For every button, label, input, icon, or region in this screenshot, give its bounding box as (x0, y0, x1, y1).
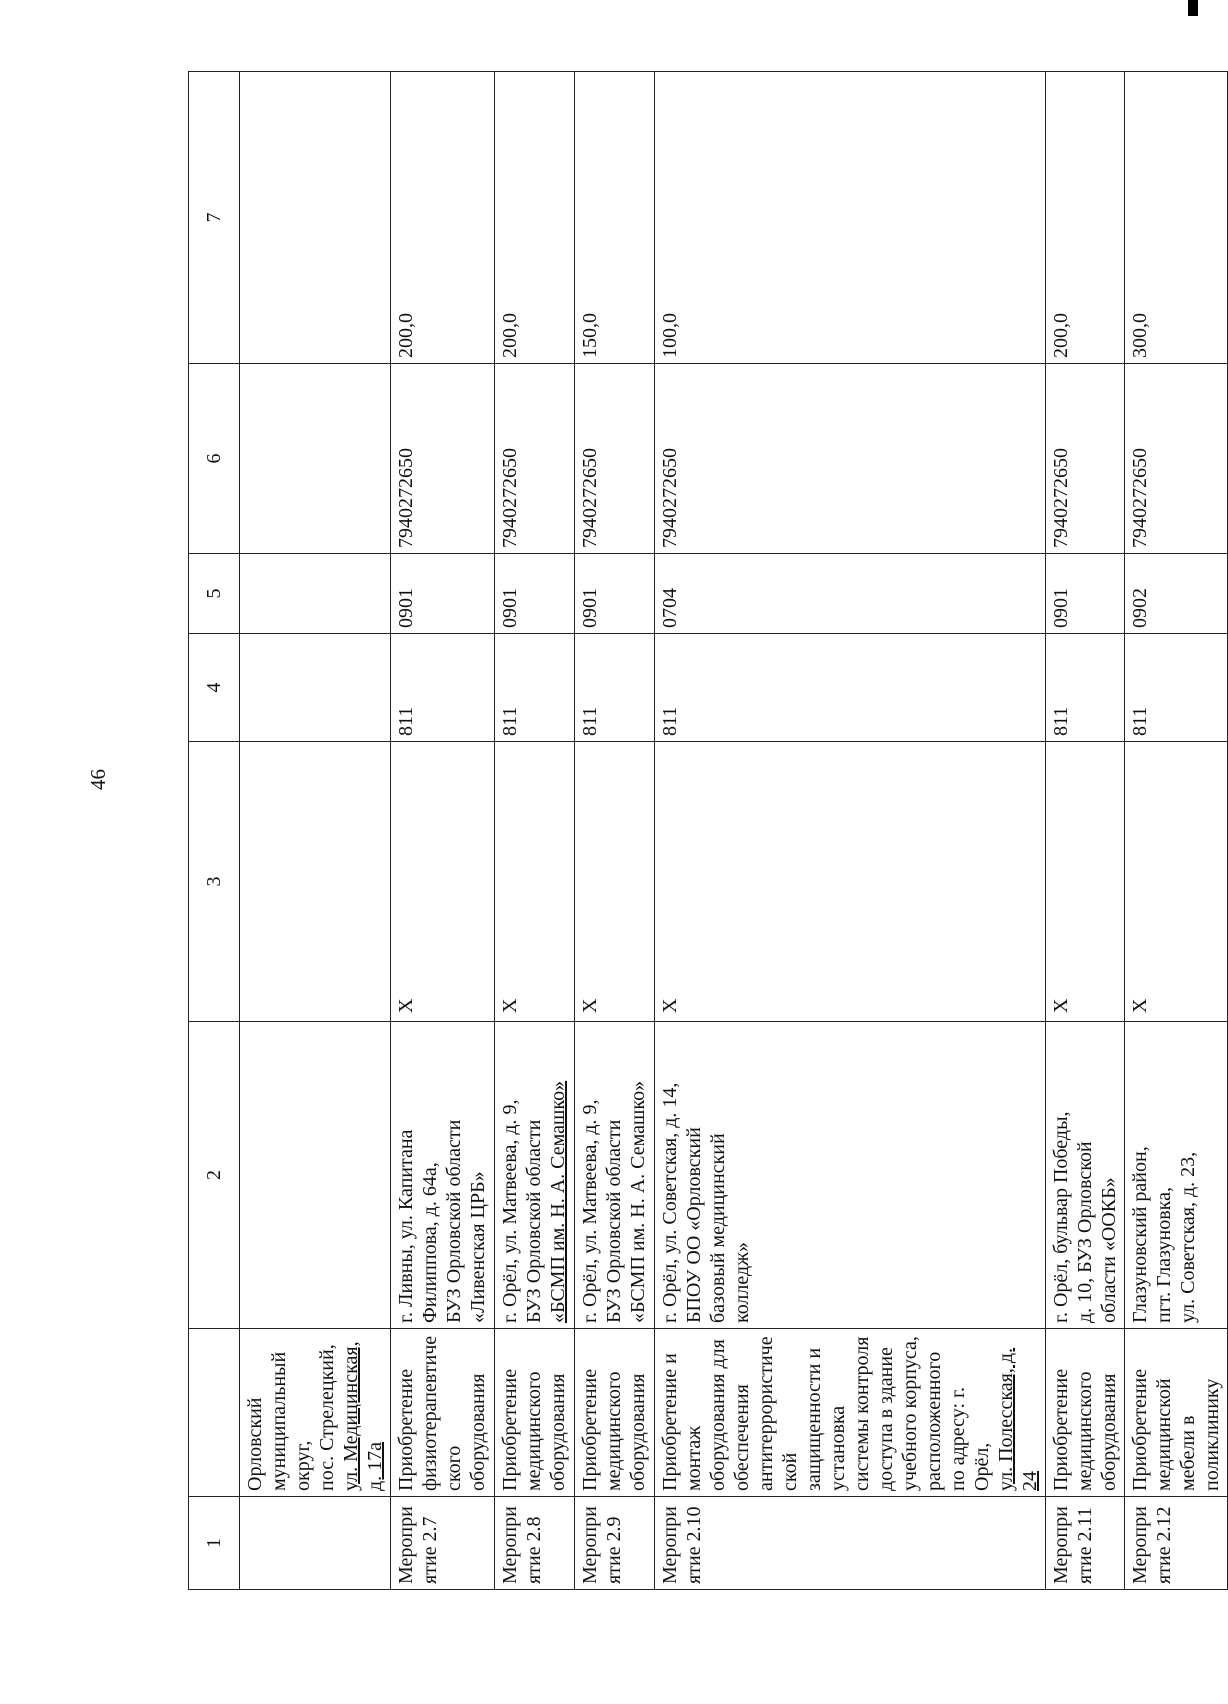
header-col-1: 1 (189, 1497, 240, 1590)
address-line: базовый медицинский (707, 1133, 729, 1323)
address-line: области «ООКБ» (1098, 1177, 1120, 1323)
column-number-row (189, 72, 240, 1590)
table-row (575, 72, 655, 1590)
address-line: БУЗ Орловской области (523, 1119, 545, 1323)
address-cell (1046, 1022, 1125, 1329)
address-line: г. Ливны, ул. Капитана (395, 1129, 417, 1323)
name-cell: Приобретение медицинского оборудования (495, 1329, 575, 1497)
address-line: «Ливенская ЦРБ» (467, 1171, 489, 1323)
col6-cell: 7940272650 (1125, 364, 1228, 554)
col7-cell: 200,0 (391, 72, 495, 364)
address-line: г. Орёл, бульвар Победы, (1050, 1111, 1072, 1323)
col3-cell: X (575, 742, 655, 1022)
address-line: ул. Советская, д. 23, (1177, 1151, 1199, 1323)
address-line: БУЗ Орловской области (603, 1119, 625, 1323)
intro-cell-empty (240, 72, 391, 364)
address-line: г. Орёл, ул. Матвеева, д. 9, (499, 1099, 521, 1323)
header-col-5: 5 (189, 554, 240, 634)
scan-mark (1188, 0, 1198, 16)
col4-cell: 811 (495, 634, 575, 742)
table-row (391, 72, 495, 1590)
col6-cell: 7940272650 (655, 364, 1046, 554)
intro-cell-event (240, 1497, 391, 1590)
address-cell (575, 1022, 655, 1329)
rotated-table-wrapper (188, 72, 1223, 1590)
event-cell: Мероприятие 2.11 (1046, 1497, 1125, 1590)
name-cell (655, 1329, 1046, 1497)
col3-cell: X (655, 742, 1046, 1022)
col5-cell: 0901 (1046, 554, 1125, 634)
name-cell: Приобретение медицинского оборудования (1046, 1329, 1125, 1497)
name-cell: Приобретение медицинской мебели в поликлинику (1125, 1329, 1228, 1497)
col7-cell: 150,0 (575, 72, 655, 364)
address-line: БПОУ ОО «Орловский (683, 1127, 705, 1323)
header-col-2: 2 (189, 1022, 240, 1329)
col5-cell: 0704 (655, 554, 1046, 634)
col6-cell: 7940272650 (1046, 364, 1125, 554)
address-line: г. Орёл, ул. Матвеева, д. 9, (579, 1099, 601, 1323)
col7-cell: 100,0 (655, 72, 1046, 364)
event-cell: Мероприятие 2.7 (391, 1497, 495, 1590)
address-line: «БСМП им. Н. А. Семашко» (627, 1080, 649, 1323)
intro-cell-empty (240, 554, 391, 634)
col5-cell: 0901 (575, 554, 655, 634)
address-line: колледж» (731, 1241, 753, 1323)
col7-cell: 200,0 (495, 72, 575, 364)
intro-line: ул. Медицинская, д. 17а (340, 1341, 386, 1491)
header-col-7: 7 (189, 72, 240, 364)
address-line: «БСМП им. Н. А. Семашко» (547, 1080, 569, 1323)
intro-cell-empty (240, 742, 391, 1022)
intro-cell-location (240, 1329, 391, 1497)
col6-cell: 7940272650 (391, 364, 495, 554)
col4-cell: 811 (575, 634, 655, 742)
table-row (655, 72, 1046, 1590)
page-number: 46 (86, 769, 110, 790)
event-cell: Мероприятие 2.12 (1125, 1497, 1228, 1590)
col5-cell: 0901 (391, 554, 495, 634)
intro-line: Орловский (244, 1397, 266, 1491)
name-cell: Приобретение медицинского оборудования (575, 1329, 655, 1497)
col4-cell: 811 (1125, 634, 1228, 742)
table-row-intro (240, 72, 391, 1590)
col3-cell: X (391, 742, 495, 1022)
col3-cell: X (495, 742, 575, 1022)
name-text-tail: ул. Полесская, д. 24 (995, 1347, 1041, 1491)
budget-table (188, 71, 1228, 1590)
event-cell: Мероприятие 2.9 (575, 1497, 655, 1590)
event-cell: Мероприятие 2.10 (655, 1497, 1046, 1590)
header-col-blank (189, 1329, 240, 1497)
col7-cell: 200,0 (1046, 72, 1125, 364)
address-line: Глазуновский район, (1129, 1146, 1151, 1323)
header-col-4: 4 (189, 634, 240, 742)
col4-cell: 811 (655, 634, 1046, 742)
table-row (495, 72, 575, 1590)
col4-cell: 811 (391, 634, 495, 742)
header-col-3: 3 (189, 742, 240, 1022)
col7-cell: 300,0 (1125, 72, 1228, 364)
address-cell (495, 1022, 575, 1329)
col3-cell: X (1125, 742, 1228, 1022)
address-cell (391, 1022, 495, 1329)
header-col-6: 6 (189, 364, 240, 554)
intro-cell-empty (240, 1022, 391, 1329)
name-cell: Приобретение физиотерапевтического оборудования (391, 1329, 495, 1497)
address-line: д. 10, БУЗ Орловской (1074, 1141, 1096, 1323)
name-text: Приобретение и монтаж оборудования для обеспечения антитеррористической защищенности и установка системы контроля доступа в здание учебного корпуса, расположенного по адресу: г. Орёл, (659, 1336, 993, 1491)
intro-cell-empty (240, 634, 391, 742)
col5-cell: 0901 (495, 554, 575, 634)
address-line: Филиппова, д. 64а, (419, 1162, 441, 1323)
address-line: БУЗ Орловской области (443, 1119, 465, 1323)
budget-table-frame (188, 72, 1223, 1590)
col5-cell: 0902 (1125, 554, 1228, 634)
col6-cell: 7940272650 (575, 364, 655, 554)
col6-cell: 7940272650 (495, 364, 575, 554)
table-row (1125, 72, 1228, 1590)
address-line: пгт. Глазуновка, (1153, 1187, 1175, 1323)
intro-line: муниципальный округ, (268, 1351, 314, 1491)
address-cell (1125, 1022, 1228, 1329)
address-cell (655, 1022, 1046, 1329)
address-line: г. Орёл, ул. Советская, д. 14, (659, 1082, 681, 1323)
event-cell: Мероприятие 2.8 (495, 1497, 575, 1590)
col4-cell: 811 (1046, 634, 1125, 742)
table-row (1046, 72, 1125, 1590)
intro-cell-empty (240, 364, 391, 554)
intro-line: пос. Стрелецкий, (316, 1344, 338, 1491)
col3-cell: X (1046, 742, 1125, 1022)
